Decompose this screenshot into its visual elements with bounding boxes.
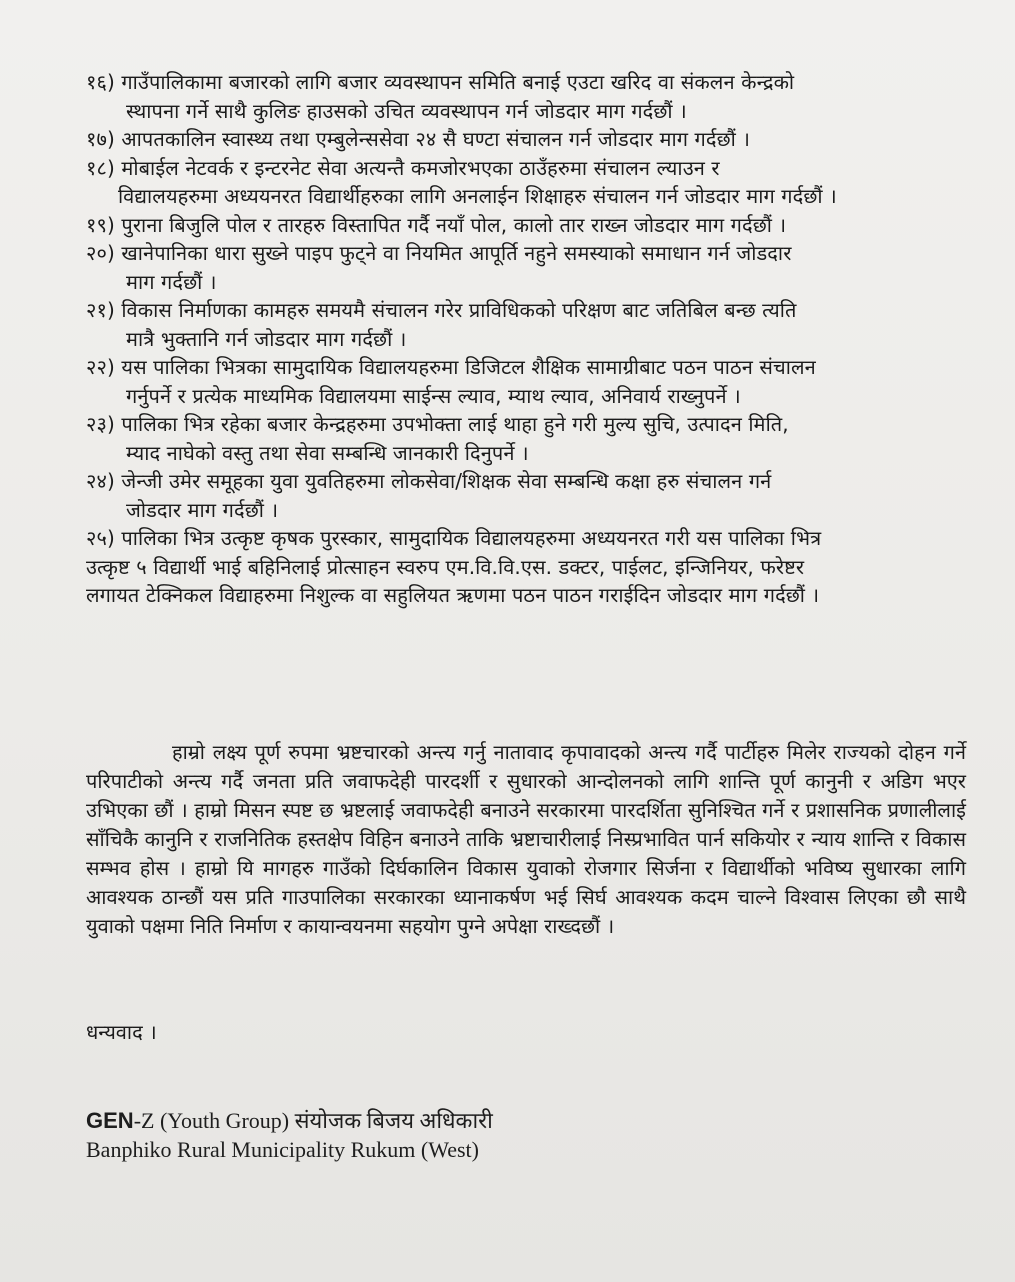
demand-item <box>86 353 966 410</box>
demand-text-continued: मात्रै भुक्तानि गर्न जोडदार माग गर्दछौं । <box>126 326 407 351</box>
demand-text: खानेपानिका धारा सुख्ने पाइप फुट्ने वा नियमित आपूर्ति नहुने समस्याको समाधान गर्न जोडदार <box>121 241 792 265</box>
demand-text-continued: माग गर्दछौं । <box>126 269 217 294</box>
closing-paragraph: हाम्रो लक्ष्य पूर्ण रुपमा भ्रष्टचारको अन्त्य गर्नु नातावाद कृपावादको अन्त्य गर्दै पार्टीहरु मिलेर राज्यको दोहन गर्ने परिपाटीको अन्त्य गर्दै जनता प्रति जवाफदेही पारदर्शी र सुधारको आन्दोलनको लागि शान्ति पूर्ण कानुनी र अडिग भएर उभिएका छौं । हाम्रो मिसन स्पष्ट छ भ्रष्टलाई जवाफदेही बनाउने सरकारमा पारदर्शिता सुनिश्चित गर्ने र प्रशासनिक प्रणालीलाई साँचिकै कानुनि र राजनितिक हस्तक्षेप विहिन बनाउने ताकि भ्रष्टाचारीलाई निस्प्रभावित पार्न सकियोर र न्याय शान्ति र विकास सम्भव होस । हाम्रो यि मागहरु गाउँको दिर्घकालिन विकास युवाको रोजगार सिर्जना र विद्यार्थीको भविष्य सुधारका लागि आवश्यक ठान्छौं यस प्रति गाउपालिका सरकारका ध्यानाकर्षण भई सिर्घ आवश्यक कदम चाल्ने विश्वास लिएका छौ साथै युवाको पक्षमा निति निर्माण र कायान्वयनमा सहयोग पुग्ने अपेक्षा राख्दछौं । <box>86 740 966 938</box>
demand-text-continued: जोडदार माग गर्दछौं । <box>126 497 279 522</box>
demand-item <box>86 524 966 610</box>
demand-item <box>86 211 966 240</box>
demand-item <box>86 154 966 211</box>
demand-number: २२) <box>86 355 115 379</box>
demand-number: २४) <box>86 469 115 493</box>
demand-number: २५) <box>86 526 115 550</box>
demand-text-continued: स्थापना गर्ने साथै कुलिङ हाउसको उचित व्यवस्थापन गर्न जोडदार माग गर्दछौं । <box>126 98 687 123</box>
organizer-text: -Z (Youth Group) संयोजक बिजय अधिकारी <box>133 1108 493 1133</box>
thanks-text: धन्यवाद । <box>86 1020 157 1044</box>
demand-number: २१) <box>86 298 115 322</box>
demand-text: गाउँपालिकामा बजारको लागि बजार व्यवस्थापन समिति बनाई एउटा खरिद वा संकलन केन्द्रको <box>121 70 795 94</box>
demand-list <box>86 68 966 610</box>
demand-number: २३) <box>86 412 115 436</box>
demand-text: यस पालिका भित्रका सामुदायिक विद्यालयहरुमा डिजिटल शैक्षिक सामाग्रीबाट पठन पाठन संचालन <box>121 355 816 379</box>
signature-line-organizer <box>86 1106 493 1135</box>
demand-text-continued: विद्यालयहरुमा अध्ययनरत विद्यार्थीहरुका लागि अनलाईन शिक्षाहरु संचालन गर्न जोडदार माग गर्दछौं । <box>118 184 837 208</box>
demand-text: मोबाईल नेटवर्क र इन्टरनेट सेवा अत्यन्तै कमजोरभएका ठाउँहरुमा संचालन ल्याउन र <box>121 155 720 180</box>
signature-block <box>86 1106 493 1164</box>
demand-number: १७) <box>86 127 115 151</box>
demand-number: १६) <box>86 70 115 94</box>
demand-number: २०) <box>86 241 115 265</box>
demand-text-continued: लगायत टेक्निकल विद्याहरुमा निशुल्क वा सहुलियत ऋणमा पठन पाठन गराईदिन जोडदार माग गर्दछौं । <box>86 583 820 607</box>
demand-item <box>86 410 966 467</box>
demand-number: १९) <box>86 212 115 237</box>
signature-line-municipality: Banphiko Rural Municipality Rukum (West) <box>86 1137 479 1162</box>
demand-number: १८) <box>86 155 115 180</box>
demand-text-continued: म्याद नाघेको वस्तु तथा सेवा सम्बन्धि जानकारी दिनुपर्ने । <box>126 440 529 465</box>
gen-label: GEN <box>86 1108 134 1133</box>
demand-text-continued: उत्कृष्ट ५ विद्यार्थी भाई बहिनिलाई प्रोत्साहन स्वरुप एम.वि.वि.एस. डक्टर, पाईलट, इन्जिनियर, फरेष्टर <box>86 554 805 579</box>
demand-text: पालिका भित्र उत्कृष्ट कृषक पुरस्कार, सामुदायिक विद्यालयहरुमा अध्ययनरत गरी यस पालिका भित्र <box>121 526 822 550</box>
demand-item <box>86 68 966 125</box>
demand-text: आपतकालिन स्वास्थ्य तथा एम्बुलेन्ससेवा २४ सै घण्टा संचालन गर्न जोडदार माग गर्दछौं । <box>121 127 751 151</box>
demand-item <box>86 125 966 154</box>
demand-text: जेन्जी उमेर समूहका युवा युवतिहरुमा लोकसेवा/शिक्षक सेवा सम्बन्धि कक्षा हरु संचालन गर्न <box>121 469 772 493</box>
demand-text: पुराना बिजुलि पोल र तारहरु विस्तापित गर्दै नयाँ पोल, कालो तार राख्न जोडदार माग गर्दछौं । <box>121 212 787 237</box>
demand-text-continued: गर्नुपर्ने र प्रत्येक माध्यमिक विद्यालयमा साईन्स ल्याव, म्याथ ल्याव, अनिवार्य राख्नुपर्ने । <box>126 383 741 408</box>
demand-text: विकास निर्माणका कामहरु समयमै संचालन गरेर प्राविधिकको परिक्षण बाट जतिबिल बन्छ त्यति <box>121 298 797 322</box>
demand-item <box>86 296 966 353</box>
demand-item <box>86 467 966 524</box>
demand-text: पालिका भित्र रहेका बजार केन्द्रहरुमा उपभोक्ता लाई थाहा हुने गरी मुल्य सुचि, उत्पादन मिति, <box>121 412 789 436</box>
demand-item <box>86 239 966 296</box>
